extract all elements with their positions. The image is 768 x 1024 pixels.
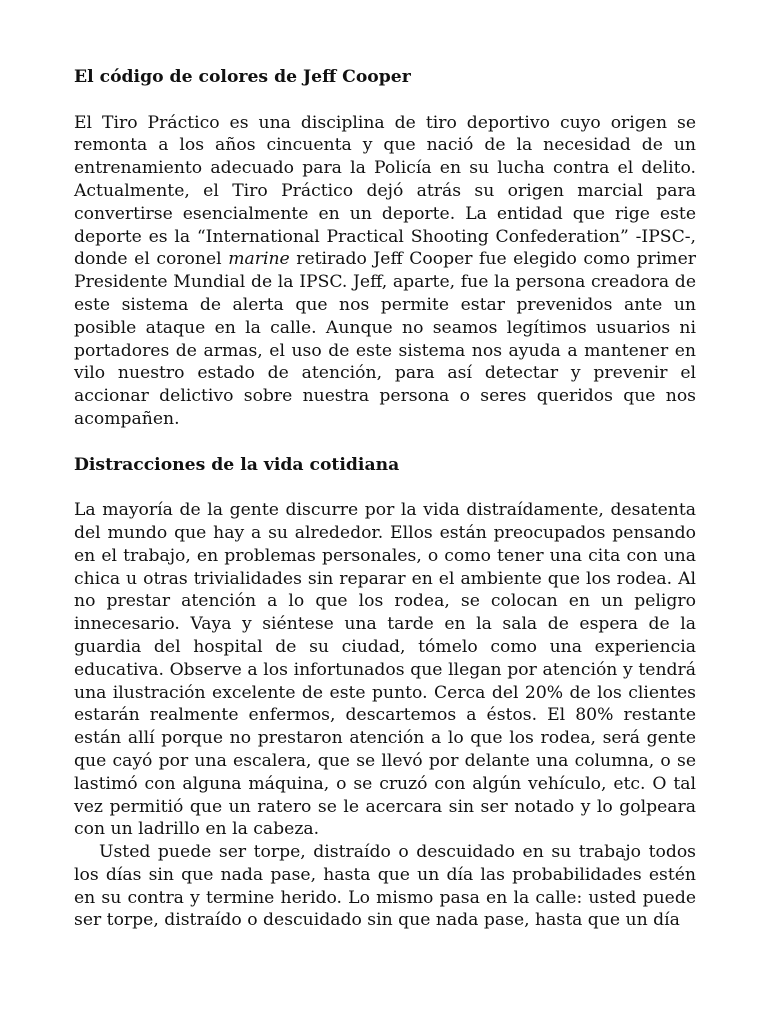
spacer bbox=[74, 476, 696, 499]
document-page bbox=[74, 66, 696, 932]
paragraph-distracciones-1: La mayoría de la gente discurre por la vida distraídamente, desatenta del mundo que hay a su alrededor. Ellos están preocupados pensando en el trabajo, en problemas personales, o como tener una cita con una chica u otras trivialidades sin reparar en el ambiente que los rodea. Al no prestar atención a lo que los rodea, se colocan en un peligro innecesario. Vaya y siéntese una tarde en la sala de espera de la guardia del hospital de su ciudad, tómelo como una experiencia educativa. Observe a los infortunados que llegan por atención y tendrá una ilustración excelente de este punto. Cerca del 20% de los clientes estarán realmente enfermos, descartemos a éstos. El 80% restante están allí porque no prestaron atención a lo que los rodea, será gente que cayó por una escalera, que se llevó por delante una columna, o se lastimó con alguna máquina, o se cruzó con algún vehículo, etc. O tal vez permitió que un ratero se le acercara sin ser notado y lo golpeara con un ladrillo en la cabeza. bbox=[74, 500, 696, 840]
section-title-distracciones: Distracciones de la vida cotidiana bbox=[74, 454, 400, 475]
spacer bbox=[74, 431, 696, 454]
italic-word-marine: marine bbox=[228, 249, 290, 270]
spacer bbox=[74, 89, 696, 112]
section-title-color-code: El código de colores de Jeff Cooper bbox=[74, 67, 411, 87]
paragraph-distracciones-2: Usted puede ser torpe, distraído o descuidado en su trabajo todos los días sin que nada pase, hasta que un día las probabilidades estén en su contra y termine herido. Lo mismo pasa en la calle: usted puede ser torpe, distraído o descuidado sin que nada pase, hasta que un día bbox=[74, 842, 696, 931]
paragraph-text: El Tiro Práctico es una disciplina de tiro deportivo cuyo origen se remonta a los años cincuenta y que nació de la necesidad de un entrenamiento adecuado para la Policía en su lucha contra el delito. Actualmente, el Tiro Práctico dejó atrás su origen marcial para convertirse esencialmente en un deporte. La entidad que rige este deporte es la “International Practical Shooting Confederation” -IPSC-, donde el coronel bbox=[74, 112, 696, 270]
paragraph-text: retirado Jeff Cooper fue elegido como primer Presidente Mundial de la IPSC. Jeff, aparte, fue la persona creadora de este sistema de alerta que nos permite estar prevenidos ante un posible ataque en la calle. Aunque no seamos legítimos usuarios ni portadores de armas, el uso de este sistema nos ayuda a mantener en vilo nuestro estado de atención, para así detectar y prevenir el accionar delictivo sobre nuestra persona o seres queridos que nos acompañen. bbox=[74, 249, 696, 429]
paragraph-tiro-practico bbox=[74, 112, 696, 431]
